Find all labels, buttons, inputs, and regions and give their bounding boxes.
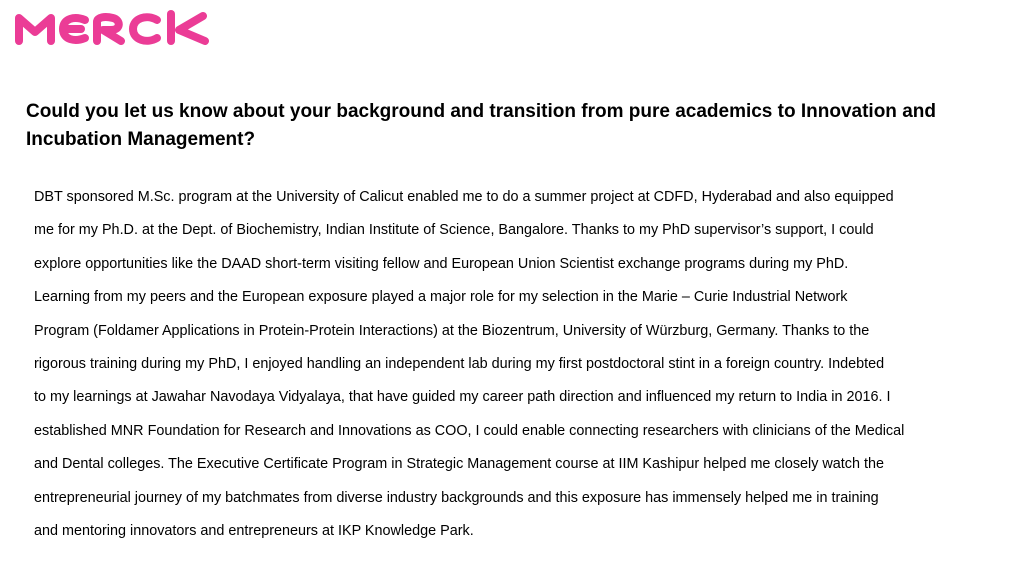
paragraph-line: DBT sponsored M.Sc. program at the University of Calicut enabled me to do a summer project at CDFD, Hyderabad and also equipped (34, 189, 894, 205)
merck-logo-mark (13, 8, 213, 46)
paragraph-line: entrepreneurial journey of my batchmates from diverse industry backgrounds and this exposure has immensely helped me in training (34, 489, 879, 506)
merck-logo (13, 8, 213, 46)
paragraph-line: to my learnings at Jawahar Navodaya Vidyalaya, that have guided my career path direction and influenced my return to India in 2016. I (34, 389, 891, 406)
page-title-line-2: Incubation Management? (26, 129, 256, 150)
page-title-line-1: Could you let us know about your background and transition from pure academics to Innovation and (26, 101, 936, 122)
paragraph-line: rigorous training during my PhD, I enjoyed handling an independent lab during my first postdoctoral stint in a foreign country. Indebted (34, 356, 885, 373)
paragraph-line: and mentoring innovators and entrepreneurs at IKP Knowledge Park. (34, 523, 474, 540)
paragraph-line: and Dental colleges. The Executive Certificate Program in Strategic Management course at IIM Kashipur helped me closely watch the (34, 456, 885, 473)
paragraph-line: Program (Foldamer Applications in Protein-Protein Interactions) at the Biozentrum, University of Würzburg, Germany. Thanks to the (34, 322, 870, 339)
paragraph-line: established MNR Foundation for Research and Innovations as COO, I could enable connecting researchers with clinicians of the Medical (34, 422, 905, 439)
paragraph-line: Learning from my peers and the European exposure played a major role for my selection in the Marie – Curie Industrial Network (34, 289, 848, 306)
paragraph-line: me for my Ph.D. at the Dept. of Biochemistry, Indian Institute of Science, Bangalore. Thanks to my PhD supervisor’s support, I could (34, 222, 874, 239)
page-title (26, 98, 1006, 154)
body-paragraph (34, 181, 984, 548)
paragraph-line: explore opportunities like the DAAD short-term visiting fellow and European Union Scientist exchange programs during my PhD. (34, 255, 849, 272)
